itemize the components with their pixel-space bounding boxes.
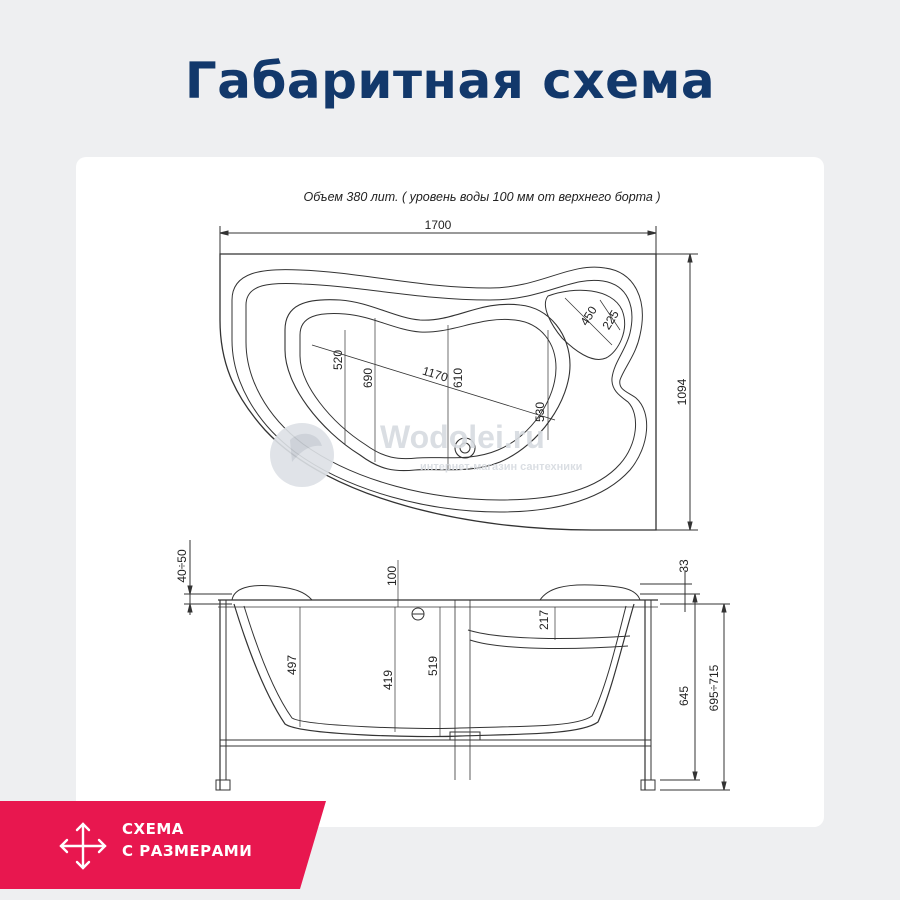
page-title: Габаритная схема xyxy=(184,52,716,110)
badge-line-2: С РАЗМЕРАМИ xyxy=(122,842,253,860)
badge-line-1: СХЕМА xyxy=(122,820,184,838)
dim-450: 450 xyxy=(577,303,600,329)
dim-419: 419 xyxy=(381,669,395,691)
dim-33: 33 xyxy=(677,559,691,573)
dim-497: 497 xyxy=(285,654,299,676)
dim-100: 100 xyxy=(385,565,399,587)
dim-depth-1094: 1094 xyxy=(675,378,689,406)
dim-217: 217 xyxy=(537,609,551,631)
dim-610: 610 xyxy=(451,367,465,389)
dim-40-50: 40÷50 xyxy=(175,549,189,583)
dim-1170: 1170 xyxy=(420,363,450,385)
move-arrows-icon xyxy=(58,820,108,872)
badge-label xyxy=(122,818,252,862)
dim-695-715: 695÷715 xyxy=(707,664,721,712)
dim-519: 519 xyxy=(426,655,440,677)
section-view xyxy=(184,540,730,790)
dim-width-1700: 1700 xyxy=(424,218,452,232)
volume-note: Объем 380 лит. ( уровень воды 100 мм от верхнего борта ) xyxy=(303,190,661,204)
dim-530: 530 xyxy=(533,401,547,423)
watermark-text: Wodolei.ru xyxy=(380,419,545,455)
watermark-subtext: интернет-магазин сантехники xyxy=(420,461,583,473)
dim-225: 225 xyxy=(599,307,622,333)
dim-645: 645 xyxy=(677,685,691,707)
dim-520: 520 xyxy=(331,349,345,371)
dim-690: 690 xyxy=(361,367,375,389)
watermark-logo xyxy=(270,419,582,487)
